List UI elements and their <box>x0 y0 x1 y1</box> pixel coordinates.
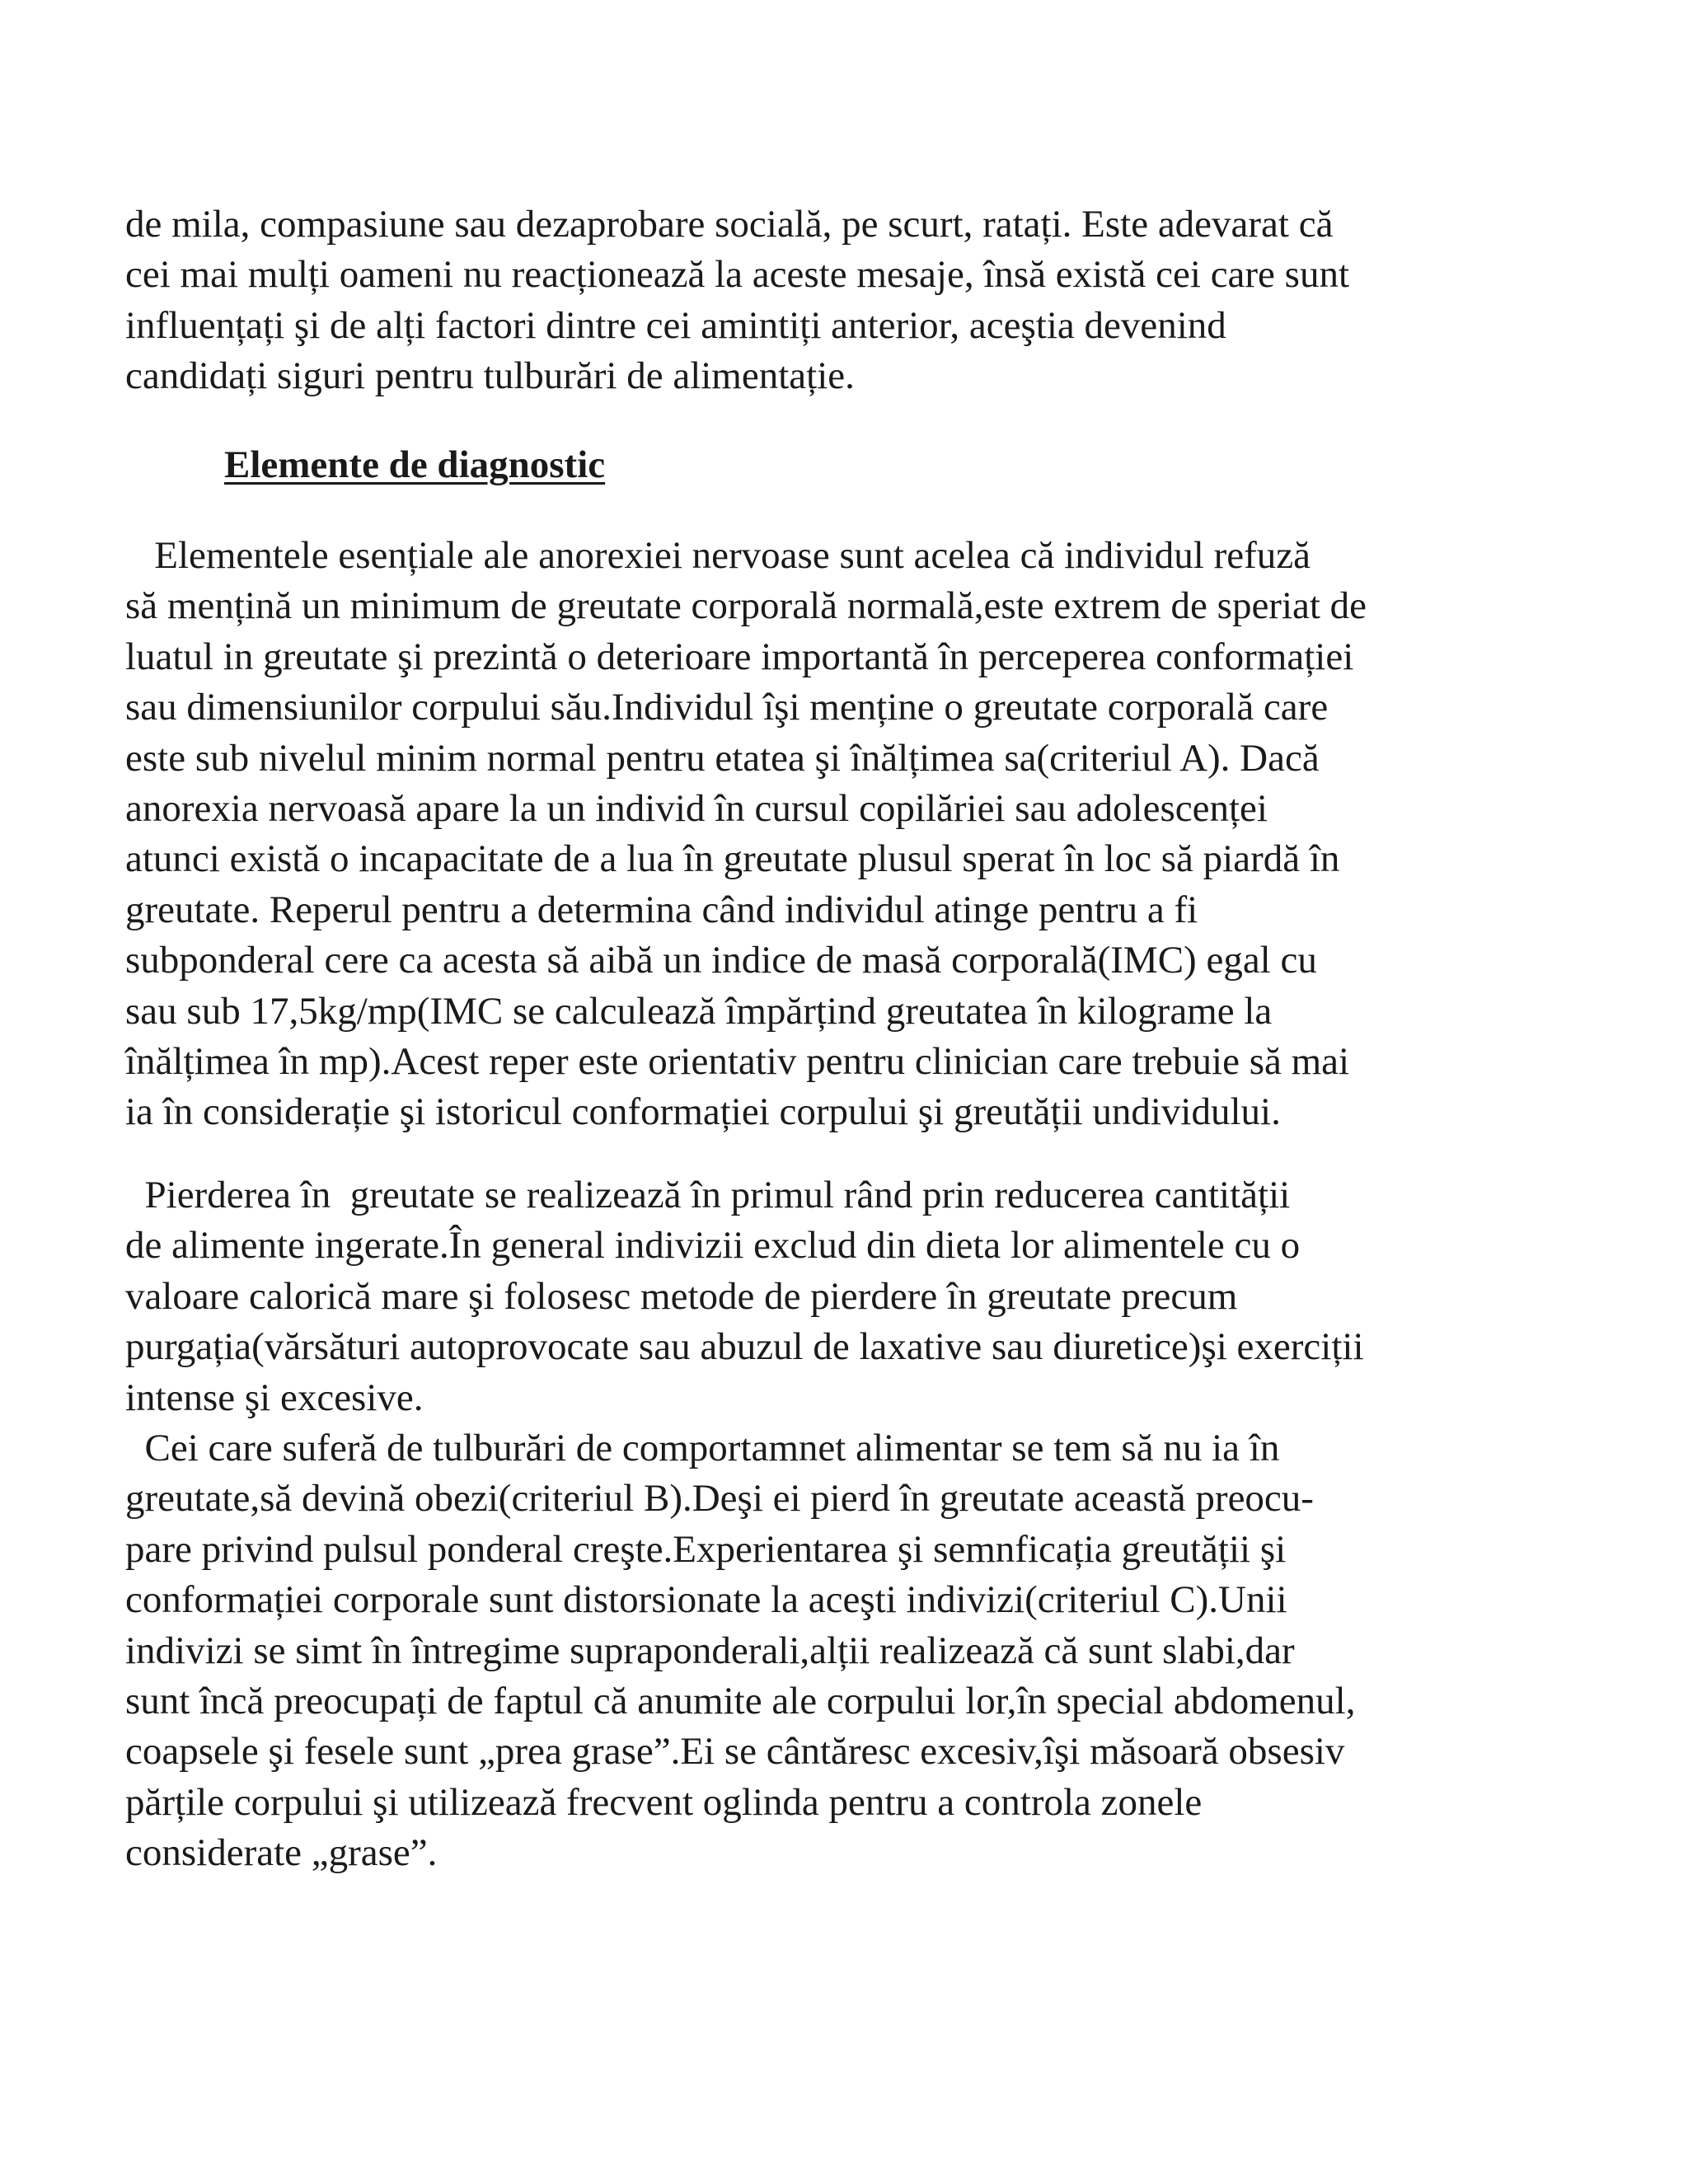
text-line: părțile corpului şi utilizează frecvent oglinda pentru a controla zonele <box>125 1780 1203 1824</box>
text-line: Cei care suferă de tulburări de comportamnet alimentar se tem să nu ia în <box>125 1427 1280 1470</box>
diagnostic-paragraph <box>125 531 1576 1138</box>
text-line: de mila, compasiune sau dezaprobare socială, pe scurt, ratați. Este adevarat că <box>125 203 1334 246</box>
section-heading: Elemente de diagnostic <box>224 443 606 486</box>
text-line: înălțimea în mp).Acest reper este orientativ pentru clinician care trebuie să mai <box>125 1040 1350 1084</box>
text-line: să mențină un minimum de greutate corporală normală,este extrem de speriat de <box>125 584 1367 628</box>
weight-loss-paragraph <box>125 1170 1576 1879</box>
text-line: Pierderea în greutate se realizează în primul rând prin reducerea cantității <box>125 1174 1291 1216</box>
text-line: este sub nivelul minim normal pentru etatea şi înălțimea sa(criteriul A). Dacă <box>125 736 1320 780</box>
text-line: influențați şi de alți factori dintre cei amintiți anterior, aceştia devenind <box>125 303 1226 347</box>
text-line: purgația(vărsături autoprovocate sau abuzul de laxative sau diuretice)şi exerciții <box>125 1325 1364 1369</box>
text-line: anorexia nervoasă apare la un individ în cursul copilăriei sau adolescenței <box>125 787 1268 831</box>
text-line: sau dimensiunilor corpului său.Individul îşi menține o greutate corporală care <box>125 686 1329 729</box>
text-line: conformației corporale sunt distorsionate la aceşti indivizi(criteriul C).Unii <box>125 1578 1287 1622</box>
intro-paragraph <box>125 199 1576 402</box>
text-line: atunci există o incapacitate de a lua în greutate plusul sperat în loc să piardă în <box>125 837 1340 881</box>
text-line: sunt încă preocupați de faptul că anumite ale corpului lor,în special abdomenul, <box>125 1680 1356 1723</box>
text-line: coapsele şi fesele sunt „prea grase”.Ei se cântăresc excesiv,îşi măsoară obsesiv <box>125 1730 1345 1774</box>
text-line: valoare calorică mare şi folosesc metode de pierdere în greutate precum <box>125 1274 1238 1318</box>
text-line: greutate. Reperul pentru a determina când individul atinge pentru a fi <box>125 888 1198 931</box>
text-line: Elementele esențiale ale anorexiei nervoase sunt acelea că individul refuză <box>125 534 1311 577</box>
text-line: indivizi se simt în întregime supraponderali,alții realizează că sunt slabi,dar <box>125 1629 1295 1672</box>
text-line: cei mai mulți oameni nu reacționează la aceste mesaje, însă există cei care sunt <box>125 253 1350 297</box>
text-line: greutate,să devină obezi(criteriul B).Deşi ei pierd în greutate această preocu- <box>125 1477 1314 1521</box>
text-line: intense şi excesive. <box>125 1376 424 1419</box>
text-line: considerate „grase”. <box>125 1831 438 1875</box>
text-line: candidați siguri pentru tulburări de alimentație. <box>125 354 855 398</box>
text-line: luatul in greutate şi prezintă o deterioare importantă în perceperea conformației <box>125 635 1354 678</box>
text-line: sau sub 17,5kg/mp(IMC se calculează împărțind greutatea în kilograme la <box>125 989 1273 1033</box>
text-line: ia în considerație şi istoricul conformației corpului şi greutății undividului. <box>125 1090 1281 1134</box>
text-line: pare privind pulsul ponderal creşte.Experientarea şi semnficația greutății şi <box>125 1527 1287 1571</box>
text-line: subponderal cere ca acesta să aibă un indice de masă corporală(IMC) egal cu <box>125 939 1317 982</box>
text-line: de alimente ingerate.În general indivizii exclud din dieta lor alimentele cu o <box>125 1224 1301 1268</box>
